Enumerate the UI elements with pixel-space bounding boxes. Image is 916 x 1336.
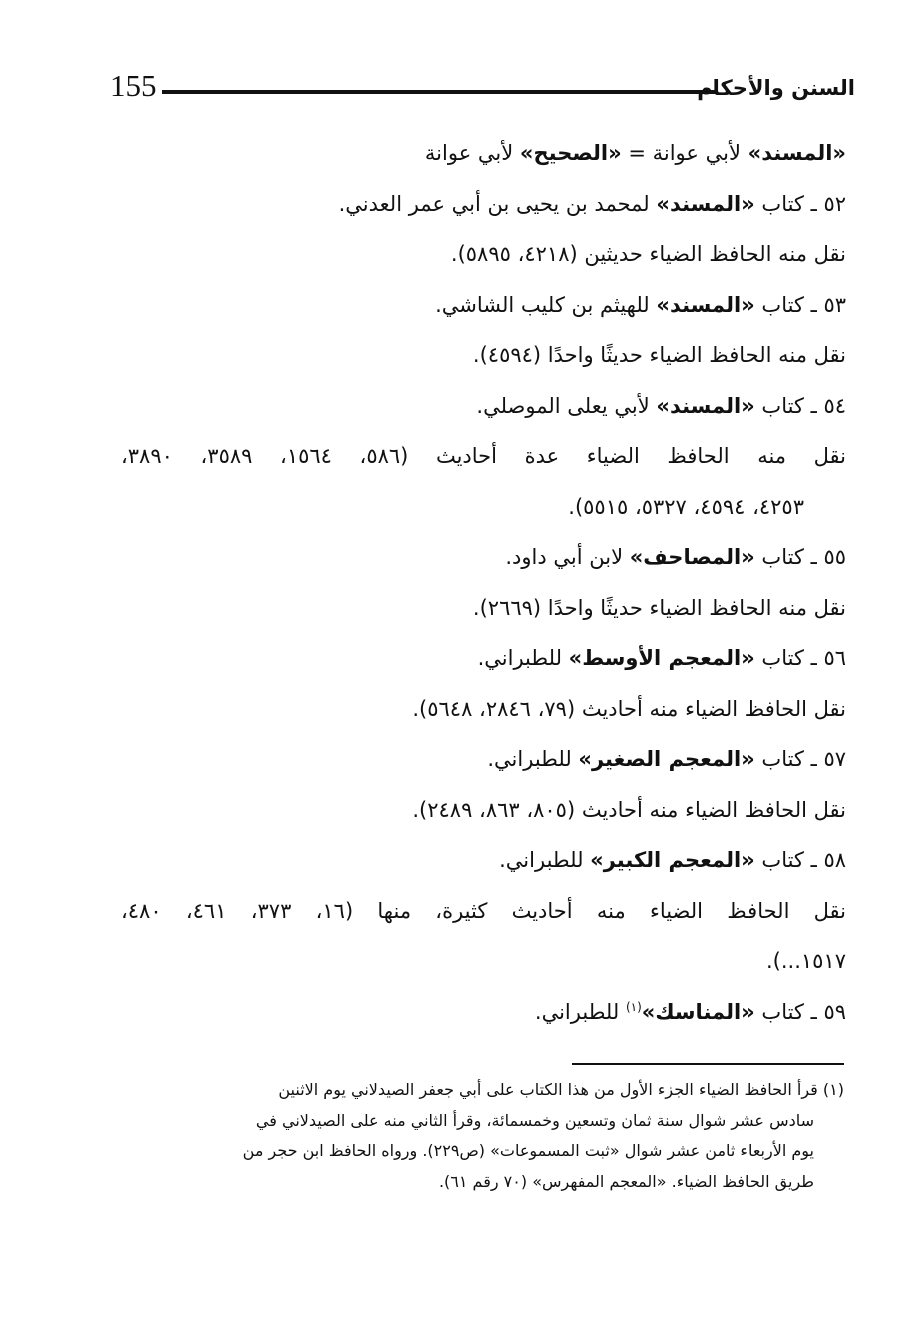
entry-prefix: ٥٤ ـ كتاب bbox=[754, 393, 846, 418]
footnote-marker: (١) bbox=[625, 999, 642, 1014]
note-55: نقل منه الحافظ الضياء حديثًا واحدًا (٢٦٦٩). bbox=[472, 595, 846, 620]
note-53: نقل منه الحافظ الضياء حديثًا واحدًا (٤٥٩٤). bbox=[472, 343, 846, 367]
entry-53 bbox=[121, 280, 846, 331]
book-title: «الصحيح» bbox=[519, 141, 622, 165]
entry-prefix: ٥٥ ـ كتاب bbox=[754, 545, 846, 569]
entry-prefix: ٥٢ ـ كتاب bbox=[754, 191, 846, 216]
entry-prefix: ٥٣ ـ كتاب bbox=[754, 292, 846, 317]
entry-56 bbox=[121, 633, 846, 684]
entry-59 bbox=[121, 987, 846, 1038]
footnote-line: سادس عشر شوال سنة ثمان وتسعين وخمسمائة، وقرأ الثاني منه على الصيدلاني في bbox=[255, 1110, 814, 1130]
entry-58 bbox=[121, 835, 846, 886]
book-title: «المعجم الأوسط» bbox=[568, 646, 755, 670]
entry-54 bbox=[121, 381, 846, 432]
note-54-line-2: ٤٢٥٣، ٤٥٩٤، ٥٣٢٧، ٥٥١٥). bbox=[568, 494, 804, 519]
entry-57 bbox=[121, 734, 846, 785]
entry-suffix: لابن أبي داود. bbox=[505, 545, 630, 569]
page-header bbox=[110, 62, 855, 112]
entry-55 bbox=[121, 532, 846, 583]
entry-suffix: للطبراني. bbox=[499, 848, 591, 872]
book-title: «المعجم الصغير» bbox=[578, 747, 755, 771]
header-rule bbox=[162, 90, 717, 94]
book-title: «المسند» bbox=[656, 393, 755, 418]
book-title: «المصاحف» bbox=[629, 545, 755, 569]
note-58-line-1: نقل الحافظ الضياء منه أحاديث كثيرة، منها (١٦، ٣٧٣، ٤٦١، ٤٨٠، bbox=[121, 898, 846, 923]
text-span: لأبي عوانة = bbox=[621, 141, 748, 165]
book-title: «المسند» bbox=[747, 141, 846, 165]
book-title: «المسند» bbox=[656, 292, 755, 317]
note-54-line-1: نقل منه الحافظ الضياء عدة أحاديث (٥٨٦، ١٥٦٤، ٣٥٨٩، ٣٨٩٠، bbox=[121, 444, 846, 468]
text-line bbox=[121, 128, 846, 179]
entry-suffix: للطبراني. bbox=[487, 747, 579, 771]
page-number: 155 bbox=[110, 68, 157, 103]
text-span: لأبي عوانة bbox=[424, 141, 520, 165]
note-52: نقل منه الحافظ الضياء حديثين (٤٢١٨، ٥٨٩٥). bbox=[450, 242, 846, 266]
note-56: نقل الحافظ الضياء منه أحاديث (٧٩، ٢٨٤٦، ٥٦٤٨). bbox=[412, 696, 846, 721]
footnote-line: طريق الحافظ الضياء. «المعجم المفهرس» (٧٠ رقم ٦١). bbox=[438, 1171, 814, 1191]
footnote bbox=[119, 1075, 844, 1197]
entry-suffix: للطبراني. bbox=[534, 999, 626, 1024]
entry-52 bbox=[121, 179, 846, 230]
note-57: نقل الحافظ الضياء منه أحاديث (٨٠٥، ٨٦٣، ٢٤٨٩). bbox=[412, 797, 846, 822]
footnote-rule bbox=[572, 1063, 844, 1065]
entry-suffix: لمحمد بن يحيى بن أبي عمر العدني. bbox=[338, 191, 657, 216]
note-58-line-2: ١٥١٧...). bbox=[765, 949, 846, 973]
entry-prefix: ٥٨ ـ كتاب bbox=[754, 848, 846, 872]
running-title: السنن والأحكام bbox=[697, 76, 855, 100]
footnote-line: (١) قرأ الحافظ الضياء الجزء الأول من هذا الكتاب على أبي جعفر الصيدلاني يوم الاثنين bbox=[278, 1080, 844, 1099]
book-title: «المناسك» bbox=[641, 999, 755, 1024]
entry-suffix: للطبراني. bbox=[477, 646, 569, 670]
entry-prefix: ٥٧ ـ كتاب bbox=[754, 747, 846, 771]
entry-prefix: ٥٦ ـ كتاب bbox=[754, 646, 846, 670]
entry-suffix: لأبي يعلى الموصلي. bbox=[476, 393, 657, 418]
entry-prefix: ٥٩ ـ كتاب bbox=[754, 999, 846, 1024]
entry-suffix: للهيثم بن كليب الشاشي. bbox=[435, 292, 657, 317]
book-title: «المسند» bbox=[656, 191, 755, 216]
main-text bbox=[121, 128, 846, 1037]
footnote-line: يوم الأربعاء ثامن عشر شوال «ثبت المسموعات» (ص٢٢٩). ورواه الحافظ ابن حجر من bbox=[242, 1141, 814, 1160]
book-title: «المعجم الكبير» bbox=[590, 848, 755, 872]
